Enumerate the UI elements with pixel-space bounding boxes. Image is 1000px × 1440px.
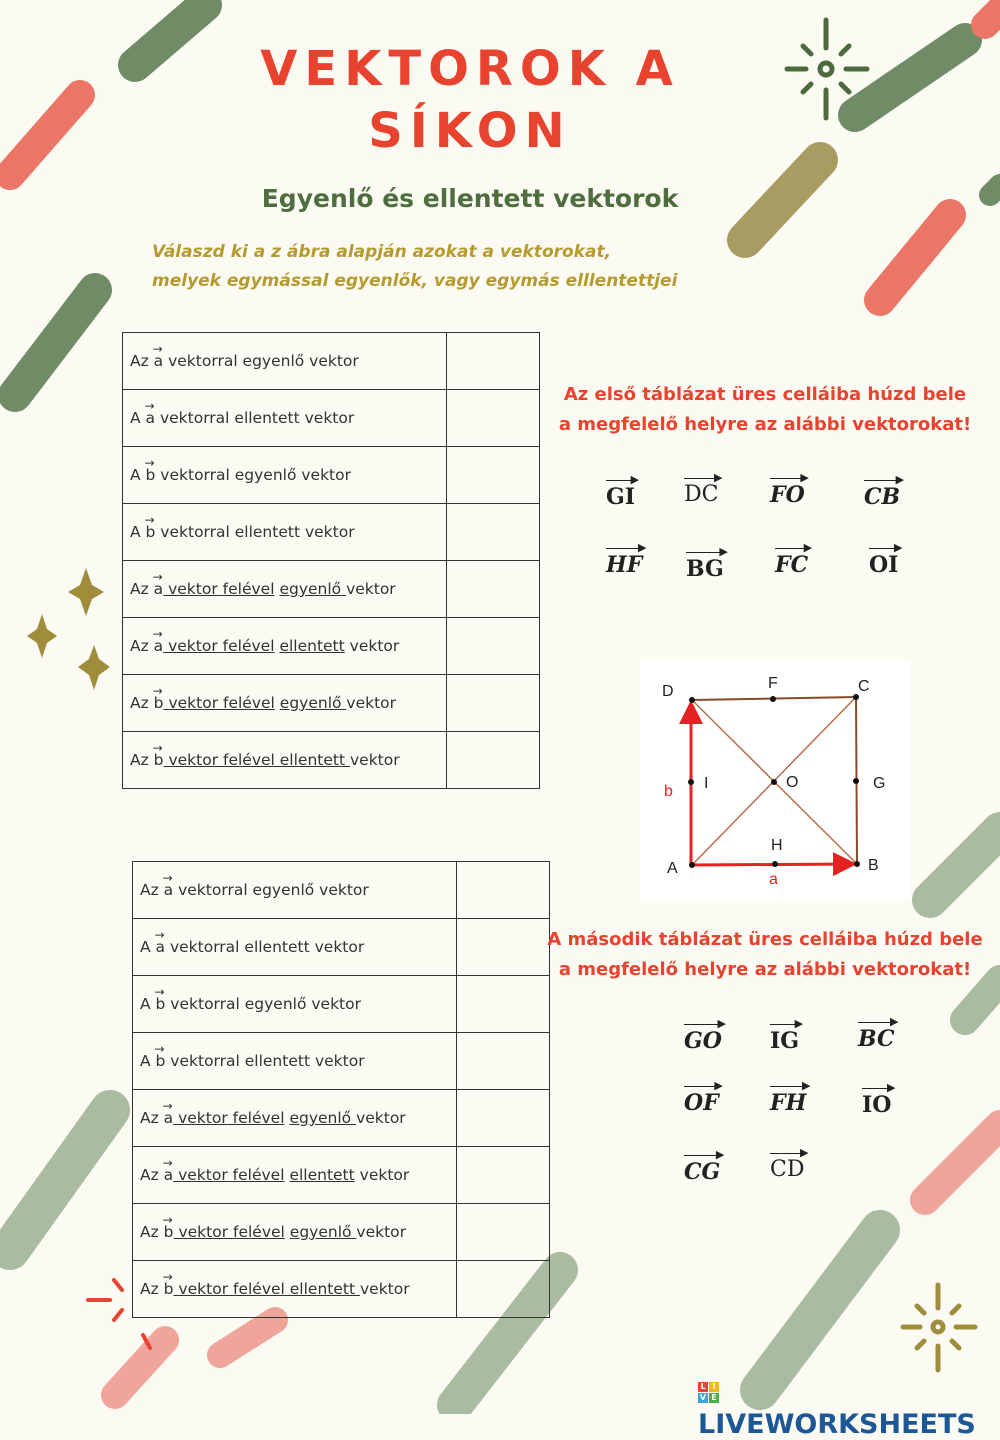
table-row (123, 618, 540, 675)
label-suffix: vektorral ellentett vektor (165, 938, 365, 956)
answer-drop-cell[interactable] (457, 976, 550, 1033)
point-h-dot (772, 861, 778, 867)
row-label (133, 862, 457, 919)
label-prefix: Az (140, 1166, 164, 1184)
point-b-dot (854, 861, 860, 867)
underlined-phrase (164, 1109, 285, 1127)
vector-chip-label: BG (686, 556, 724, 582)
underlined-phrase (154, 694, 275, 712)
row-label (123, 618, 447, 675)
point-a-dot (689, 862, 695, 868)
vector-chip-label: CB (864, 484, 901, 510)
vector-chip[interactable] (770, 1017, 804, 1054)
label-u2: ellentett (289, 1166, 355, 1184)
row-label (133, 1261, 457, 1318)
vector-symbol: → b (156, 995, 166, 1013)
label-suffix: vektor (356, 1109, 406, 1127)
square-diagram (640, 660, 910, 900)
label-prefix: Az (140, 1109, 164, 1127)
label-suffix: vektor (356, 1223, 407, 1241)
arrow-head-icon: ▶ (894, 541, 903, 554)
row-label (123, 504, 447, 561)
vector-chip-label: HF (606, 552, 643, 578)
arrow-head-icon: ▶ (800, 471, 809, 484)
answer-drop-cell[interactable] (447, 618, 540, 675)
vector-chip-label: FH (770, 1090, 807, 1116)
drag-instruction-2-line-2: a megfelelő helyre az alábbi vektorokat! (558, 959, 972, 980)
vector-bar (606, 548, 642, 549)
vector-bar (686, 552, 724, 553)
vector-symbol: → a (164, 1109, 174, 1127)
point-c-label: C (858, 678, 870, 695)
drag-instruction-1-line-1: Az első táblázat üres celláiba húzd bele (563, 384, 967, 405)
vector-chip-label: OF (684, 1090, 719, 1116)
label-suffix: vektorral ellentett vektor (155, 409, 355, 427)
arrow-head-icon: ▶ (719, 545, 728, 558)
liveworksheets-logo (698, 1378, 1000, 1440)
vector-chip[interactable] (770, 1079, 811, 1116)
vector-chip-label: CD (770, 1157, 805, 1182)
point-g-dot (853, 778, 859, 784)
vector-table-1 (122, 332, 540, 789)
label-u1: vektor felével ellentett (173, 1280, 360, 1298)
arrow-head-icon: ▶ (717, 1017, 726, 1030)
label-prefix: Az (130, 580, 154, 598)
table-row (133, 1090, 550, 1147)
row-label (123, 732, 447, 789)
brand-text: LIVEWORKSHEETS (698, 1409, 976, 1440)
label-suffix: vektorral ellentett vektor (155, 523, 355, 541)
page-subtitle: Egyenlő és ellentett vektorok (261, 184, 679, 213)
arrow-head-icon: ▶ (887, 1081, 896, 1094)
underlined-phrase (164, 1166, 285, 1184)
label-prefix: A (140, 938, 156, 956)
underlined-phrase (164, 1280, 360, 1298)
row-label (123, 333, 447, 390)
label-prefix: A (140, 1052, 156, 1070)
drag-instruction-2-line-1: A második táblázat üres celláiba húzd bele (547, 929, 983, 950)
vector-symbol: → b (154, 694, 164, 712)
table-row (123, 390, 540, 447)
label-prefix: Az (130, 751, 154, 769)
point-h-label: H (771, 837, 783, 854)
label-u1: vektor felével (173, 1109, 285, 1127)
row-label (133, 1147, 457, 1204)
vector-chip[interactable] (686, 545, 728, 582)
answer-drop-cell[interactable] (447, 732, 540, 789)
answer-drop-cell[interactable] (447, 390, 540, 447)
point-i-dot (688, 779, 694, 785)
label-u2: egyenlő (289, 1223, 357, 1241)
vector-chip[interactable] (606, 541, 647, 578)
arrow-head-icon: ▶ (803, 541, 813, 554)
arrow-head-icon: ▶ (715, 1148, 725, 1161)
label-u1: vektor felével ellentett (163, 751, 350, 769)
label-suffix: vektorral egyenlő vektor (155, 466, 351, 484)
arrow-head-icon: ▶ (895, 473, 905, 486)
underlined-phrase (164, 1223, 285, 1241)
label-u1: vektor felével (163, 694, 275, 712)
answer-drop-cell[interactable] (447, 561, 540, 618)
label-u1: vektor felével (173, 1223, 285, 1241)
row-label (123, 447, 447, 504)
label-u1: vektor felével (163, 580, 275, 598)
point-f-dot (770, 696, 776, 702)
answer-drop-cell[interactable] (447, 333, 540, 390)
row-label (123, 390, 447, 447)
instruction-line-1: Válaszd ki a z ábra alapján azokat a vektorokat, (152, 242, 612, 262)
vector-chip[interactable] (862, 1081, 896, 1118)
vector-chip[interactable] (775, 541, 813, 578)
vector-chip[interactable] (770, 1146, 809, 1182)
vector-symbol: → a (154, 637, 164, 655)
vector-chip[interactable] (858, 1015, 899, 1052)
answer-drop-cell[interactable] (447, 504, 540, 561)
vector-symbol: → b (146, 523, 156, 541)
vector-chip[interactable] (684, 471, 723, 507)
arrow-head-icon: ▶ (794, 1017, 804, 1030)
label-prefix: Az (140, 1223, 164, 1241)
vector-symbol: → a (156, 938, 166, 956)
table-row (123, 561, 540, 618)
answer-drop-cell[interactable] (457, 1204, 550, 1261)
vector-chip-label: IO (862, 1092, 892, 1118)
arrow-head-icon: ▶ (890, 1015, 899, 1028)
drag-instruction-1-line-2: a megfelelő helyre az alábbi vektorokat! (558, 414, 972, 435)
answer-drop-cell[interactable] (457, 919, 550, 976)
label-suffix: vektorral egyenlő vektor (163, 352, 359, 370)
underlined-phrase (154, 580, 275, 598)
vector-chip-label: OI (869, 552, 899, 578)
table-row (133, 1147, 550, 1204)
vector-symbol: → a (164, 881, 174, 899)
instruction-text (152, 238, 712, 296)
label-prefix: Az (130, 352, 154, 370)
vector-chip-label: GO (684, 1028, 722, 1054)
vector-symbol: → b (154, 751, 164, 769)
row-label (133, 1033, 457, 1090)
answer-drop-cell[interactable] (457, 1261, 550, 1318)
table-row (123, 447, 540, 504)
label-suffix: vektor (354, 1166, 410, 1184)
point-g-label: G (873, 775, 886, 792)
table-row (123, 675, 540, 732)
answer-drop-cell[interactable] (447, 675, 540, 732)
label-u2: egyenlő (279, 580, 347, 598)
vector-chip[interactable] (869, 541, 903, 578)
vector-chip[interactable] (684, 1079, 723, 1116)
label-suffix: vektor (359, 1280, 410, 1298)
table-row (133, 1261, 550, 1318)
vector-symbol: → b (146, 466, 156, 484)
table-row (123, 732, 540, 789)
vector-chip-label: DC (684, 482, 719, 507)
vector-symbol: → a (146, 409, 156, 427)
arrow-head-icon: ▶ (801, 1079, 811, 1092)
point-i-label: I (704, 775, 709, 792)
vector-symbol: → b (156, 1052, 166, 1070)
underlined-phrase (154, 751, 350, 769)
label-suffix: vektor (346, 694, 397, 712)
vector-table-2 (132, 861, 550, 1318)
label-u2: egyenlő (289, 1109, 357, 1127)
point-b-label: B (868, 857, 879, 874)
vector-symbol: → a (164, 1166, 174, 1184)
vector-bar (770, 1086, 806, 1087)
vector-symbol: → a (154, 580, 164, 598)
table-row (133, 1033, 550, 1090)
table-row (133, 919, 550, 976)
label-prefix: Az (130, 637, 154, 655)
label-suffix: vektorral ellentett vektor (165, 1052, 365, 1070)
answer-drop-cell[interactable] (457, 862, 550, 919)
drag-instruction-2 (545, 925, 985, 985)
drag-instruction-1 (545, 380, 985, 440)
arrow-head-icon: ▶ (800, 1146, 809, 1159)
vector-chip-label: FC (775, 552, 809, 578)
row-label (123, 675, 447, 732)
underlined-phrase (154, 637, 275, 655)
label-u2: egyenlő (279, 694, 347, 712)
point-o-label: O (786, 774, 799, 791)
vector-chip[interactable] (606, 473, 640, 510)
row-label (123, 561, 447, 618)
vector-symbol: → a (154, 352, 164, 370)
table-row (133, 1204, 550, 1261)
vector-bar (684, 1024, 722, 1025)
label-prefix: A (140, 995, 156, 1013)
vector-a-label: a (769, 871, 778, 888)
vector-bar (858, 1022, 895, 1023)
point-a-label: A (667, 860, 678, 877)
label-u1: vektor felével (163, 637, 275, 655)
answer-drop-cell[interactable] (447, 447, 540, 504)
vector-chip[interactable] (770, 471, 809, 508)
answer-drop-cell[interactable] (457, 1147, 550, 1204)
answer-drop-cell[interactable] (457, 1090, 550, 1147)
vector-chip[interactable] (684, 1148, 725, 1185)
point-d-label: D (662, 683, 674, 700)
point-f-label: F (768, 675, 778, 692)
row-label (133, 1204, 457, 1261)
table-row (123, 504, 540, 561)
row-label (133, 1090, 457, 1147)
logo-icon: L I V E (698, 1382, 720, 1404)
arrow-head-icon: ▶ (714, 1079, 723, 1092)
table-row (133, 976, 550, 1033)
row-label (133, 919, 457, 976)
label-prefix: A (130, 523, 146, 541)
instruction-line-2: melyek egymással egyenlők, vagy egymás elllentettjei (152, 271, 678, 291)
label-u1: vektor felével (173, 1166, 285, 1184)
arrow-head-icon: ▶ (630, 473, 640, 486)
label-prefix: A (130, 409, 146, 427)
point-o-dot (771, 779, 777, 785)
row-label (133, 976, 457, 1033)
label-suffix: vektor (349, 751, 400, 769)
vector-symbol: → b (164, 1280, 174, 1298)
vector-b-label: b (664, 783, 673, 800)
vector-chip-label: BC (858, 1026, 895, 1052)
vector-chip-label: FO (770, 482, 805, 508)
table-row (133, 862, 550, 919)
label-prefix: Az (140, 1280, 164, 1298)
label-suffix: vektorral egyenlő vektor (165, 995, 361, 1013)
label-suffix: vektor (346, 580, 396, 598)
vector-chip-label: GI (606, 484, 636, 510)
label-suffix: vektor (344, 637, 400, 655)
vector-chip-label: CG (684, 1159, 721, 1185)
label-prefix: Az (130, 694, 154, 712)
label-prefix: Az (140, 881, 164, 899)
point-d-dot (689, 697, 695, 703)
label-u2: ellentett (279, 637, 345, 655)
table-row (123, 333, 540, 390)
vector-chip-label: IG (770, 1028, 800, 1054)
arrow-head-icon: ▶ (714, 471, 723, 484)
vector-chip[interactable] (864, 473, 905, 510)
vector-chip[interactable] (684, 1017, 726, 1054)
arrow-head-icon: ▶ (637, 541, 647, 554)
page-title: VEKTOROK A SÍKON (260, 41, 680, 159)
answer-drop-cell[interactable] (457, 1033, 550, 1090)
label-prefix: A (130, 466, 146, 484)
vector-symbol: → b (164, 1223, 174, 1241)
label-suffix: vektorral egyenlő vektor (173, 881, 369, 899)
